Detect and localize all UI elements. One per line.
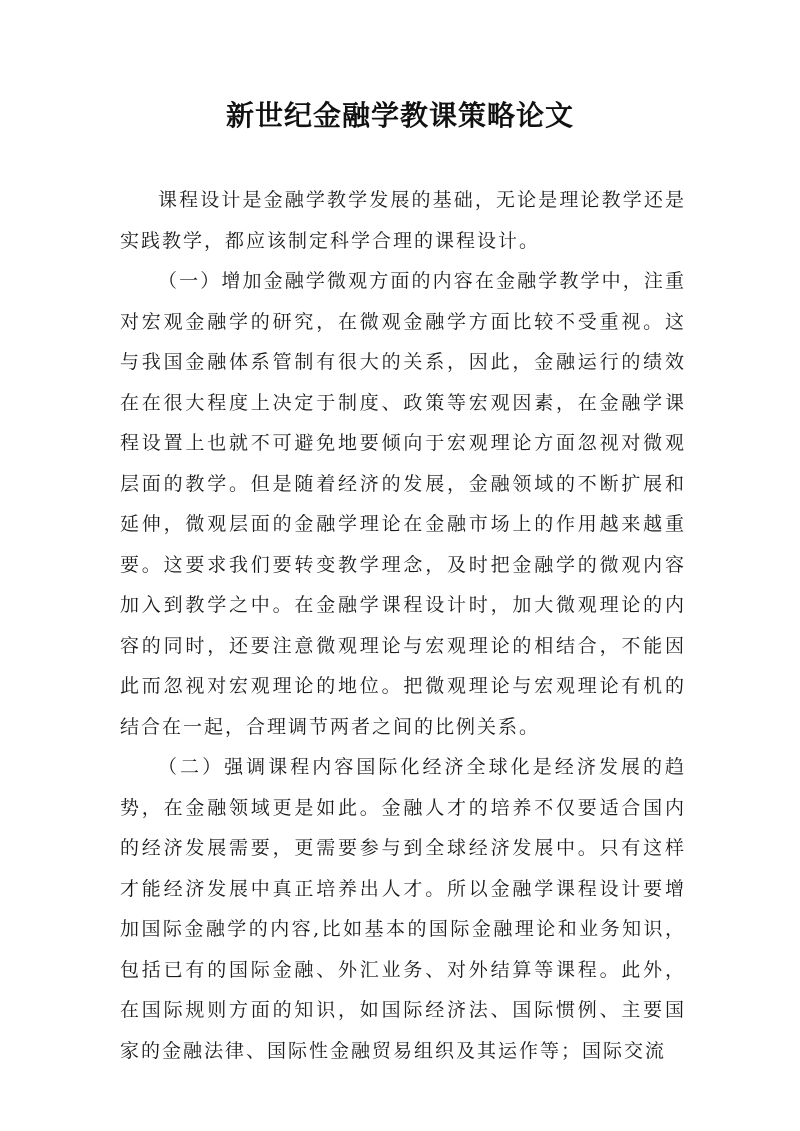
paragraph-intro: 课程设计是金融学教学发展的基础，无论是理论教学还是实践教学，都应该制定科学合理的课程设计。 [120, 189, 686, 252]
document-title: 新世纪金融学教课策略论文 [225, 99, 574, 132]
paragraph-section-1: （一）增加金融学微观方面的内容在金融学教学中，注重对宏观金融学的研究，在微观金融学方面比较不受重视。这与我国金融体系管制有很大的关系，因此，金融运行的绩效在在很大程度上决定于制度、政策等宏观因素，在金融学课程设置上也就不可避免地要倾向于宏观理论方面忽视对微观层面的教学。但是随着经济的发展，金融领域的不断扩展和延伸，微观层面的金融学理论在金融市场上的作用越来越重要。这要求我们要转变教学理念，及时把金融学的微观内容加入到教学之中。在金融学课程设计时，加大微观理论的内容的同时，还要注意微观理论与宏观理论的相结合，不能因此而忽视对宏观理论的地位。把微观理论与宏观理论有机的结合在一起，合理调节两者之间的比例关系。 [120, 270, 686, 738]
document-body [120, 180, 686, 1071]
paragraph-section-2: （二）强调课程内容国际化经济全球化是经济发展的趋势，在金融领域更是如此。金融人才的培养不仅要适合国内的经济发展需要，更需要参与到全球经济发展中。只有这样才能经济发展中真正培养出人才。所以金融学课程设计要增加国际金融学的内容,比如基本的国际金融理论和业务知识，包括已有的国际金融、外汇业务、对外结算等课程。此外，在国际规则方面的知识，如国际经济法、国际惯例、主要国家的金融法律、国际性金融贸易组织及其运作等；国际交流 [120, 756, 686, 1062]
